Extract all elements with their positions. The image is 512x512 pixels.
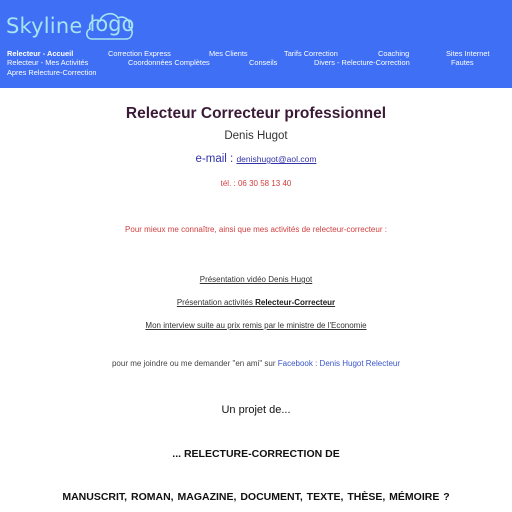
intro-text: Pour mieux me connaître, ainsi que mes activités de relecteur-correcteur :	[125, 225, 387, 234]
logo-word-skyline: Skyline	[6, 14, 83, 38]
relecture-heading: ... RELECTURE-CORRECTION DE	[172, 448, 340, 460]
logo-cloud	[84, 9, 134, 43]
activities-link-bold: Relecteur-Correcteur	[255, 298, 336, 307]
phone-number: tél. : 06 30 58 13 40	[220, 179, 292, 188]
nav-item-mes-clients[interactable]: Mes Clients	[209, 49, 248, 58]
email-row	[0, 153, 512, 165]
interview-link-row	[0, 315, 512, 333]
page-title: Relecteur Correcteur professionnel	[125, 105, 387, 122]
nav-item-coaching[interactable]: Coaching	[378, 49, 410, 58]
interview-link[interactable]: Mon interview suite au prix remis par le ministre de l'Economie	[145, 321, 367, 330]
nav-item-divers[interactable]: Divers - Relecture-Correction	[314, 58, 410, 67]
facebook-text: pour me joindre ou me demander "en ami" sur	[111, 359, 278, 368]
nav-item-accueil[interactable]: Relecteur - Accueil	[7, 49, 74, 58]
logo-word-logo: logo	[89, 12, 135, 36]
facebook-row	[0, 359, 512, 368]
nav-item-mes-activites[interactable]: Relecteur - Mes Activités	[7, 58, 89, 67]
activities-link-prefix: Présentation activités	[176, 298, 256, 307]
activities-link-row	[0, 292, 512, 310]
email-label: e-mail :	[195, 153, 237, 165]
main-content	[0, 88, 512, 512]
facebook-link[interactable]: Facebook : Denis Hugot Relecteur	[277, 359, 401, 368]
nav-item-tarifs-correction[interactable]: Tarifs Correction	[284, 49, 338, 58]
manuscrit-heading: MANUSCRIT, ROMAN, MAGAZINE, DOCUMENT, TEXTE, THÈSE, MÉMOIRE ?	[62, 491, 450, 503]
nav-item-apres-relecture[interactable]: Apres Relecture-Correction	[7, 68, 97, 77]
email-link[interactable]: denishugot@aol.com	[236, 154, 317, 164]
site-logo[interactable]	[6, 9, 134, 43]
nav-item-fautes[interactable]: Fautes	[451, 58, 474, 67]
nav-item-sites-internet[interactable]: Sites Internet	[446, 49, 490, 58]
video-link-row	[0, 269, 512, 287]
activities-presentation-link[interactable]	[177, 298, 335, 307]
author-name: Denis Hugot	[224, 130, 288, 142]
nav-item-conseils[interactable]: Conseils	[249, 58, 278, 67]
nav-item-coordonnees[interactable]: Coordonnées Complètes	[128, 58, 210, 67]
video-presentation-link[interactable]: Présentation vidéo Denis Hugot	[199, 275, 313, 284]
projet-heading: Un projet de...	[221, 404, 291, 416]
site-header	[0, 0, 512, 88]
nav-item-correction-express[interactable]: Correction Express	[108, 49, 171, 58]
